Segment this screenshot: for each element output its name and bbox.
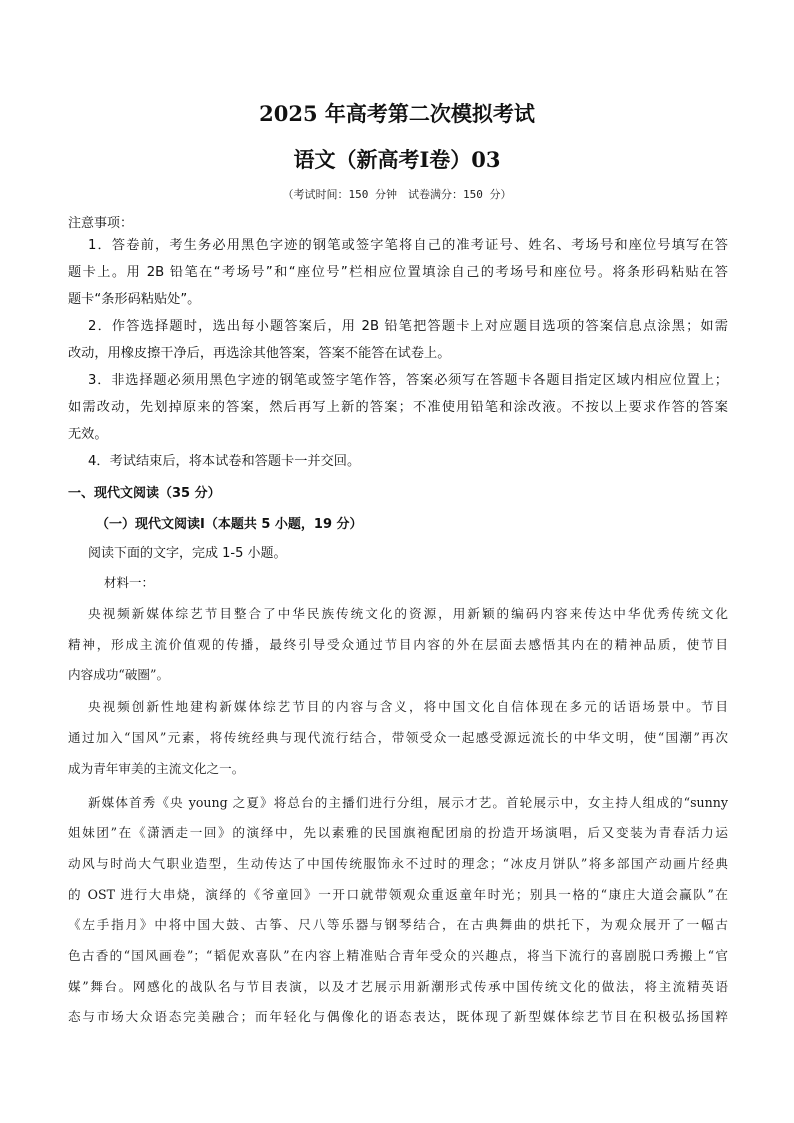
material-line: 色古香的“国风画卷”；“韬伲欢喜队”在内容上精准贴合青年受众的兴趣点，将当下流行的喜剧脱口秀搬上“官 [68,948,728,963]
exam-subtitle: 语文（新高考Ⅰ卷）03 [293,147,501,172]
material-line: 精神，形成主流价值观的传播，最终引导受众通过节目内容的外在层面去感悟其内在的精神品质，使节目 [68,637,728,652]
section-heading: 一、现代文阅读（35 分） [68,486,221,501]
material-label: 材料一： [104,575,155,590]
notice-line: 无效。 [68,427,108,442]
notice-line: 2．作答选择题时，选出每小题答案后，用 2B 铅笔把答题卡上对应题目选项的答案信息点涂黑；如需 [88,319,728,334]
material-line: 动风与时尚大气职业造型，生动传达了中国传统服饰永不过时的理念；“冰皮月饼队”将多部国产动画片经典 [68,856,728,871]
subsection-heading: （一）现代文阅读Ⅰ（本题共 5 小题，19 分） [96,517,363,532]
reading-instruction: 阅读下面的文字，完成 1-5 小题。 [88,546,287,561]
material-line: 新媒体首秀《央 young 之夏》将总台的主播们进行分组，展示才艺。首轮展示中，女主持人组成的“sunny [88,795,728,810]
material-line: 媒”舞台。网感化的战队名与节目表演，以及才艺展示用新潮形式传承中国传统文化的做法，将主流精英语 [68,979,728,994]
notice-line: 4．考试结束后，将本试卷和答题卡一并交回。 [88,454,361,469]
material-line: 《左手指月》中将中国大鼓、古筝、尺八等乐器与钢琴结合，在古典舞曲的烘托下，为观众展开了一幅古 [68,917,728,932]
notice-line: 3．非选择题必须用黑色字迹的钢笔或签字笔作答，答案必须写在答题卡各题目指定区域内相应位置上； [88,373,728,388]
notice-line: 如需改动，先划掉原来的答案，然后再写上新的答案；不准使用铅笔和涂改液。不按以上要求作答的答案 [68,400,728,415]
material-line: 态与市场大众语态完美融合；而年轻化与偶像化的语态表达，既体现了新型媒体综艺节目在积极弘扬国粹 [68,1009,728,1024]
material-line: 成为青年审美的主流文化之一。 [68,761,245,776]
material-line: 央视频新媒体综艺节目整合了中华民族传统文化的资源，用新颖的编码内容来传达中华优秀传统文化 [88,606,728,621]
material-line: 通过加入“国风”元素，将传统经典与现代流行结合，带领受众一起感受源远流长的中华文明，使“国潮”再次 [68,730,728,745]
material-line: 的 OST 进行大串烧，演绎的《爷童回》一开口就带领观众重返童年时光；别具一格的“康庄大道会赢队”在 [68,887,728,902]
exam-title: 2025 年高考第二次模拟考试 [259,101,535,126]
notice-line: 题卡上。用 2B 铅笔在“考场号”和“座位号”栏相应位置填涂自己的考场号和座位号。将条形码粘贴在答 [68,265,728,280]
notice-heading: 注意事项： [68,216,134,231]
material-line: 姐妹团”在《潇洒走一回》的演绎中，先以素雅的民国旗袍配团扇的扮造开场演唱，后又变装为青春活力运 [68,825,728,840]
notice-line: 1．答卷前，考生务必用黑色字迹的钢笔或签字笔将自己的准考证号、姓名、考场号和座位号填写在答 [88,238,728,253]
notice-line: 题卡“条形码粘贴处”。 [68,292,201,307]
material-line: 内容成功“破圈”。 [68,667,170,682]
material-line: 央视频创新性地建构新媒体综艺节目的内容与含义，将中国文化自信体现在多元的话语场景中。节目 [88,699,728,714]
notice-line: 改动，用橡皮擦干净后，再选涂其他答案，答案不能答在试卷上。 [68,346,451,361]
exam-info: （考试时间：150 分钟 试卷满分：150 分） [282,188,512,201]
